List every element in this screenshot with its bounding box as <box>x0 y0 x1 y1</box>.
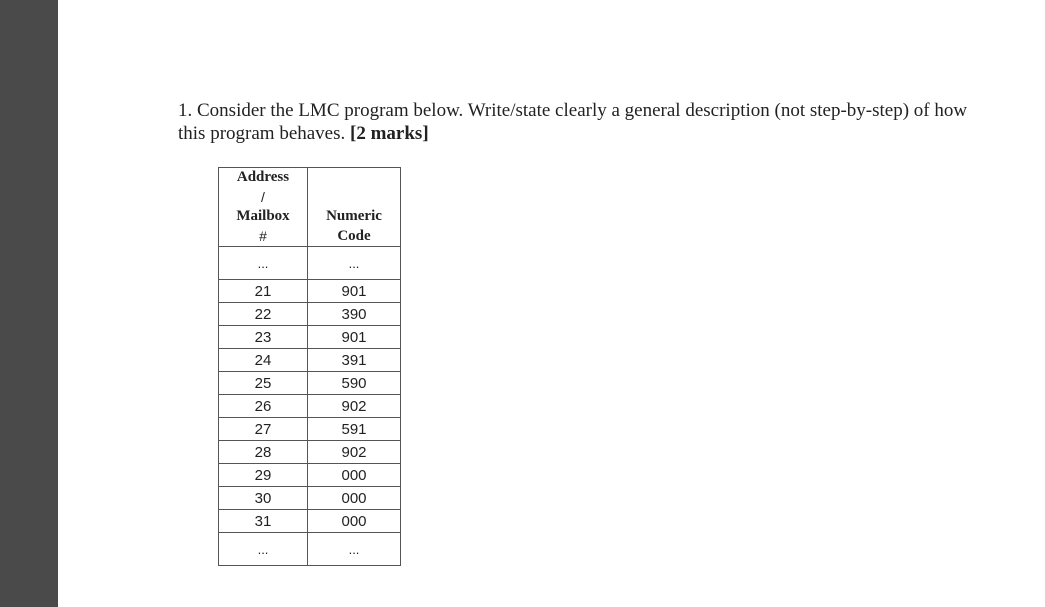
code-cell: 901 <box>308 326 401 349</box>
table-row <box>219 372 401 395</box>
address-header-line: / <box>261 188 265 205</box>
code-cell: 902 <box>308 395 401 418</box>
table-row <box>219 441 401 464</box>
table-row <box>219 510 401 533</box>
address-header-line: Mailbox <box>236 208 290 224</box>
table-row <box>219 280 401 303</box>
code-cell: 390 <box>308 303 401 326</box>
code-cell: 000 <box>308 510 401 533</box>
ellipsis-cell: ... <box>308 247 401 280</box>
address-header-line: Address <box>236 169 290 185</box>
table-body <box>219 280 401 533</box>
code-cell: 000 <box>308 487 401 510</box>
document-page <box>58 0 1045 607</box>
question-body: 1. Consider the LMC program below. Write/state clearly a general description (not step-by-step) of how this program behaves. <box>178 100 968 144</box>
address-cell: 24 <box>219 349 308 372</box>
table-row-ellipsis-top <box>219 247 401 280</box>
code-cell: 590 <box>308 372 401 395</box>
question-marks: [2 marks] <box>350 123 429 144</box>
table-header-row <box>219 168 401 247</box>
address-cell: 21 <box>219 280 308 303</box>
address-header-line: # <box>259 227 267 244</box>
code-header-line: Numeric <box>326 208 382 224</box>
address-cell: 22 <box>219 303 308 326</box>
code-cell: 902 <box>308 441 401 464</box>
code-cell: 000 <box>308 464 401 487</box>
table-row <box>219 395 401 418</box>
code-cell: 591 <box>308 418 401 441</box>
ellipsis-cell: ... <box>308 533 401 566</box>
address-cell: 27 <box>219 418 308 441</box>
address-cell: 23 <box>219 326 308 349</box>
side-bar <box>0 0 58 607</box>
lmc-program-table <box>218 167 401 566</box>
address-cell: 29 <box>219 464 308 487</box>
code-cell: 901 <box>308 280 401 303</box>
ellipsis-cell: ... <box>219 247 308 280</box>
address-cell: 25 <box>219 372 308 395</box>
address-cell: 31 <box>219 510 308 533</box>
ellipsis-cell: ... <box>219 533 308 566</box>
code-cell: 391 <box>308 349 401 372</box>
table-row <box>219 487 401 510</box>
table-row <box>219 326 401 349</box>
question-text <box>178 99 978 145</box>
table-row <box>219 303 401 326</box>
table-row-ellipsis-bottom <box>219 533 401 566</box>
address-header <box>219 168 308 247</box>
code-header-line: Code <box>337 227 371 244</box>
table-row <box>219 464 401 487</box>
table-row <box>219 349 401 372</box>
address-cell: 30 <box>219 487 308 510</box>
table-row <box>219 418 401 441</box>
address-cell: 28 <box>219 441 308 464</box>
address-cell: 26 <box>219 395 308 418</box>
code-header <box>308 168 401 247</box>
